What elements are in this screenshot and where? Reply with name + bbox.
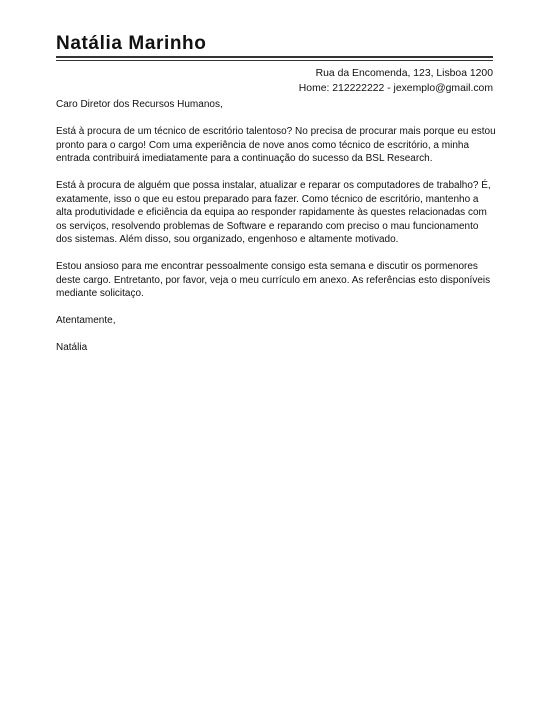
closing: Atentamente, xyxy=(56,315,116,326)
header-divider-thick xyxy=(56,56,493,58)
applicant-name: Natália Marinho xyxy=(56,33,207,54)
address-line: Rua da Encomenda, 123, Lisboa 1200 xyxy=(315,68,493,79)
signature: Natália xyxy=(56,342,88,353)
salutation: Caro Diretor dos Recursos Humanos, xyxy=(56,99,223,110)
phone-email-line: Home: 212222222 - jexemplo@gmail.com xyxy=(298,83,493,94)
letter-body xyxy=(56,98,496,368)
paragraph-intro: Está à procura de um técnico de escritório talentoso? No precisa de procurar mais porque eu estou pronto para o cargo! Com uma experiência de nove anos como técnico de escritório, a minha entrada contribuirá imediatamente para a continuação do sucesso da BSL Research. xyxy=(56,126,496,164)
contact-block xyxy=(299,66,493,96)
header-divider-thin xyxy=(56,60,493,61)
paragraph-closing-request: Estou ansioso para me encontrar pessoalmente consigo esta semana e discutir os pormenores deste cargo. Entretanto, por favor, veja o meu currículo em anexo. As referências esto disponíveis mediante solicitaço. xyxy=(56,261,491,299)
paragraph-skills: Está à procura de alguém que possa instalar, atualizar e reparar os computadores de trabalho? É, exatamente, isso o que eu estou preparado para fazer. Como técnico de escritório, mantenho a alta produtividade e eficiência da equipa ao responder rapidamente às questes relacionadas com os serviços, resolvendo problemas de Software e reparando com preciso o mau funcionamento dos sistemas. Além disso, sou organizado, engenhoso e altamente motivado. xyxy=(56,180,491,245)
